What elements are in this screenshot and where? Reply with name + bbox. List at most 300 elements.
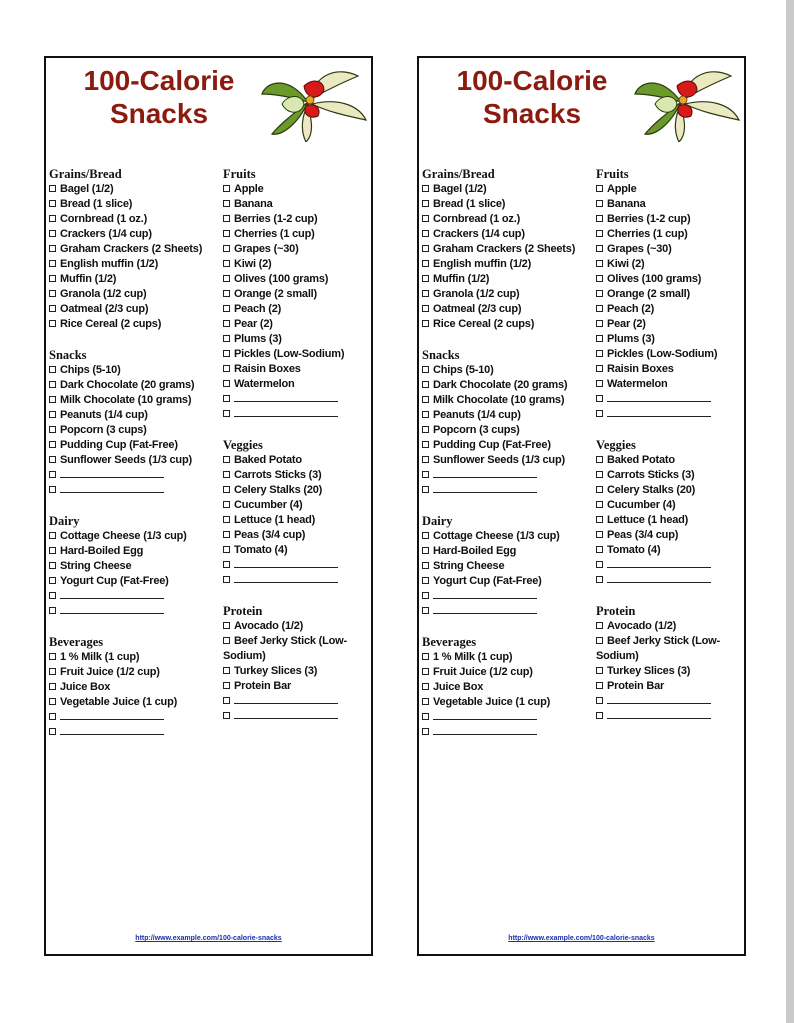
checkbox[interactable] — [223, 561, 230, 568]
list-item[interactable]: Graham Crackers (2 Sheets) — [422, 242, 588, 257]
card-title — [74, 64, 244, 130]
checkbox[interactable] — [223, 531, 230, 538]
checkbox[interactable] — [223, 290, 230, 297]
write-in-line[interactable] — [607, 392, 711, 402]
write-in-line[interactable] — [433, 725, 537, 735]
write-in-line[interactable] — [60, 725, 164, 735]
blank-entry[interactable] — [422, 710, 588, 725]
checkbox[interactable] — [223, 230, 230, 237]
list-item[interactable]: Lettuce (1 head) — [596, 513, 746, 528]
checkbox[interactable] — [422, 366, 429, 373]
write-in-line[interactable] — [607, 694, 711, 704]
write-in-line[interactable] — [607, 558, 711, 568]
list-item[interactable]: Dark Chocolate (20 grams) — [422, 378, 588, 393]
list-item[interactable]: Pickles (Low-Sodium) — [223, 347, 373, 362]
list-item[interactable]: Cottage Cheese (1/3 cup) — [422, 529, 588, 544]
checkbox[interactable] — [223, 365, 230, 372]
list-item[interactable]: Popcorn (3 cups) — [49, 423, 215, 438]
checkbox[interactable] — [422, 577, 429, 584]
checkbox[interactable] — [223, 712, 230, 719]
write-in-line[interactable] — [433, 589, 537, 599]
checkbox[interactable] — [49, 245, 56, 252]
checkbox[interactable] — [596, 200, 603, 207]
checkbox[interactable] — [223, 395, 230, 402]
checkbox[interactable] — [223, 516, 230, 523]
section-beverages — [422, 634, 588, 740]
blank-entry[interactable] — [49, 725, 215, 740]
list-item[interactable]: Muffin (1/2) — [422, 272, 588, 287]
checkbox[interactable] — [422, 713, 429, 720]
checkbox[interactable] — [596, 712, 603, 719]
checkbox[interactable] — [49, 471, 56, 478]
list-item[interactable]: Avocado (1/2) — [596, 619, 746, 634]
checkbox[interactable] — [49, 230, 56, 237]
list-item[interactable]: Beef Jerky Stick (Low-Sodium) — [223, 635, 347, 662]
checkbox[interactable] — [223, 501, 230, 508]
list-item[interactable]: Banana — [223, 197, 373, 212]
checkbox[interactable] — [596, 230, 603, 237]
checkbox[interactable] — [422, 230, 429, 237]
list-item[interactable]: Peas (3/4 cup) — [596, 528, 746, 543]
list-item[interactable]: Olives (100 grams) — [596, 272, 746, 287]
checkbox[interactable] — [223, 185, 230, 192]
list-item[interactable]: Watermelon — [596, 377, 746, 392]
list-item[interactable]: Cornbread (1 oz.) — [422, 212, 588, 227]
list-item[interactable]: Berries (1-2 cup) — [596, 212, 746, 227]
checkbox[interactable] — [223, 305, 230, 312]
checkbox[interactable] — [596, 320, 603, 327]
checkbox[interactable] — [596, 395, 603, 402]
section-dairy — [49, 513, 215, 619]
footer-link[interactable]: http://www.example.com/100-calorie-snacks — [508, 935, 655, 942]
checkbox[interactable] — [49, 592, 56, 599]
checkbox[interactable] — [422, 486, 429, 493]
checkbox[interactable] — [49, 713, 56, 720]
blank-entry[interactable] — [596, 709, 746, 724]
checkbox[interactable] — [49, 185, 56, 192]
list-item[interactable]: Cucumber (4) — [223, 498, 373, 513]
checkbox[interactable] — [223, 380, 230, 387]
list-item[interactable]: Dark Chocolate (20 grams) — [49, 378, 215, 393]
checkbox[interactable] — [223, 410, 230, 417]
checkbox[interactable] — [49, 441, 56, 448]
list-item[interactable]: Orange (2 small) — [596, 287, 746, 302]
checkbox[interactable] — [422, 245, 429, 252]
write-in-line[interactable] — [234, 709, 338, 719]
blank-entry[interactable] — [223, 558, 373, 573]
section-heading: Beverages — [422, 635, 477, 649]
list-item[interactable]: Rice Cereal (2 cups) — [422, 317, 588, 332]
checkbox[interactable] — [49, 456, 56, 463]
list-item[interactable]: Peanuts (1/4 cup) — [422, 408, 588, 423]
checkbox[interactable] — [49, 200, 56, 207]
list-item[interactable]: Olives (100 grams) — [223, 272, 373, 287]
checkbox[interactable] — [49, 215, 56, 222]
checkbox[interactable] — [49, 381, 56, 388]
checkbox[interactable] — [596, 546, 603, 553]
checkbox[interactable] — [422, 200, 429, 207]
list-item[interactable]: Apple — [223, 182, 373, 197]
list-item[interactable]: Avocado (1/2) — [223, 619, 373, 634]
checkbox[interactable] — [596, 531, 603, 538]
list-item[interactable]: English muffin (1/2) — [49, 257, 215, 272]
list-item[interactable]: Crackers (1/4 cup) — [422, 227, 588, 242]
checkbox[interactable] — [596, 215, 603, 222]
list-item[interactable]: Orange (2 small) — [223, 287, 373, 302]
blank-entry[interactable] — [223, 392, 373, 407]
checkbox[interactable] — [223, 335, 230, 342]
section-protein — [596, 603, 746, 724]
section-grains — [422, 166, 588, 332]
checkbox[interactable] — [223, 576, 230, 583]
list-item[interactable]: Cornbread (1 oz.) — [49, 212, 215, 227]
checkbox[interactable] — [49, 366, 56, 373]
checkbox[interactable] — [49, 290, 56, 297]
checkbox[interactable] — [49, 411, 56, 418]
list-item[interactable]: Watermelon — [223, 377, 373, 392]
checkbox[interactable] — [422, 607, 429, 614]
blank-entry[interactable] — [422, 468, 588, 483]
bookmark-card-right — [417, 56, 746, 956]
list-item[interactable]: Plums (3) — [223, 332, 373, 347]
list-item[interactable]: Popcorn (3 cups) — [422, 423, 588, 438]
write-in-line[interactable] — [607, 407, 711, 417]
column-left — [422, 166, 588, 755]
checkbox[interactable] — [422, 426, 429, 433]
blank-entry[interactable] — [49, 483, 215, 498]
checkbox[interactable] — [49, 275, 56, 282]
write-in-line[interactable] — [433, 710, 537, 720]
blank-entry[interactable] — [49, 589, 215, 604]
blank-entry[interactable] — [596, 694, 746, 709]
blank-entry[interactable] — [49, 710, 215, 725]
list-item[interactable]: Granola (1/2 cup) — [49, 287, 215, 302]
list-item[interactable]: English muffin (1/2) — [422, 257, 588, 272]
checkbox[interactable] — [596, 275, 603, 282]
list-item[interactable]: String Cheese — [422, 559, 588, 574]
bookmark-card-left — [44, 56, 373, 956]
checkbox[interactable] — [596, 365, 603, 372]
checkbox[interactable] — [596, 260, 603, 267]
write-in-line[interactable] — [234, 694, 338, 704]
checkbox[interactable] — [596, 456, 603, 463]
write-in-line[interactable] — [234, 407, 338, 417]
checkbox[interactable] — [596, 471, 603, 478]
list-item[interactable]: Raisin Boxes — [223, 362, 373, 377]
checkbox[interactable] — [49, 532, 56, 539]
list-item[interactable]: Celery Stalks (20) — [596, 483, 746, 498]
list-item[interactable]: Cherries (1 cup) — [596, 227, 746, 242]
checkbox[interactable] — [223, 637, 230, 644]
checkbox[interactable] — [596, 697, 603, 704]
checkbox[interactable] — [596, 501, 603, 508]
checkbox[interactable] — [49, 486, 56, 493]
checkbox[interactable] — [49, 607, 56, 614]
list-item[interactable]: Oatmeal (2/3 cup) — [49, 302, 215, 317]
checkbox[interactable] — [223, 697, 230, 704]
checkbox[interactable] — [223, 320, 230, 327]
list-item[interactable]: Pickles (Low-Sodium) — [596, 347, 746, 362]
blank-entry[interactable] — [596, 573, 746, 588]
list-item[interactable]: Milk Chocolate (10 grams) — [422, 393, 588, 408]
list-item[interactable]: Carrots Sticks (3) — [223, 468, 373, 483]
checkbox[interactable] — [596, 682, 603, 689]
checkbox[interactable] — [49, 320, 56, 327]
checkbox[interactable] — [422, 185, 429, 192]
list-item[interactable]: Celery Stalks (20) — [223, 483, 373, 498]
checkbox[interactable] — [422, 668, 429, 675]
checkbox[interactable] — [223, 200, 230, 207]
checkbox[interactable] — [596, 290, 603, 297]
checkbox[interactable] — [596, 245, 603, 252]
list-item[interactable]: Chips (5-10) — [422, 363, 588, 378]
write-in-line[interactable] — [60, 710, 164, 720]
list-item[interactable]: Bagel (1/2) — [49, 182, 215, 197]
checkbox[interactable] — [422, 381, 429, 388]
list-item[interactable]: Crackers (1/4 cup) — [49, 227, 215, 242]
footer-link[interactable]: http://www.example.com/100-calorie-snacks — [135, 935, 282, 942]
checkbox[interactable] — [422, 456, 429, 463]
list-item[interactable]: Bread (1 slice) — [422, 197, 588, 212]
write-in-line[interactable] — [234, 392, 338, 402]
section-heading: Snacks — [49, 348, 87, 362]
list-item[interactable]: Peas (3/4 cup) — [223, 528, 373, 543]
checkbox[interactable] — [422, 396, 429, 403]
checkbox[interactable] — [422, 290, 429, 297]
checkbox[interactable] — [49, 396, 56, 403]
checkbox[interactable] — [223, 215, 230, 222]
list-item[interactable]: Grapes (~30) — [596, 242, 746, 257]
checkbox[interactable] — [596, 305, 603, 312]
list-item[interactable]: Rice Cereal (2 cups) — [49, 317, 215, 332]
write-in-line[interactable] — [607, 709, 711, 719]
list-item[interactable]: Pudding Cup (Fat-Free) — [422, 438, 588, 453]
checkbox[interactable] — [223, 260, 230, 267]
blank-entry[interactable] — [422, 725, 588, 740]
section-grains — [49, 166, 215, 332]
list-item[interactable]: Peach (2) — [596, 302, 746, 317]
card-title — [447, 64, 617, 130]
section-heading: Dairy — [422, 514, 453, 528]
write-in-line[interactable] — [607, 573, 711, 583]
write-in-line[interactable] — [234, 558, 338, 568]
checkbox[interactable] — [422, 698, 429, 705]
checkbox[interactable] — [223, 456, 230, 463]
list-item[interactable]: Bread (1 slice) — [49, 197, 215, 212]
blank-entry[interactable] — [596, 407, 746, 422]
checkbox[interactable] — [596, 576, 603, 583]
list-item[interactable]: Turkey Slices (3) — [596, 664, 746, 679]
write-in-line[interactable] — [234, 573, 338, 583]
list-item[interactable]: 1 % Milk (1 cup) — [422, 650, 588, 665]
checkbox[interactable] — [596, 410, 603, 417]
write-in-line[interactable] — [433, 468, 537, 478]
checkbox[interactable] — [596, 516, 603, 523]
blank-entry[interactable] — [49, 468, 215, 483]
list-item[interactable]: Pear (2) — [223, 317, 373, 332]
title-line-2: Snacks — [109, 98, 209, 129]
list-item[interactable]: Cucumber (4) — [596, 498, 746, 513]
list-item[interactable]: Bagel (1/2) — [422, 182, 588, 197]
checkbox[interactable] — [596, 667, 603, 674]
write-in-line[interactable] — [60, 589, 164, 599]
checkbox[interactable] — [422, 683, 429, 690]
list-item[interactable]: Granola (1/2 cup) — [422, 287, 588, 302]
section-protein — [223, 603, 373, 724]
section-heading: Protein — [223, 604, 263, 618]
blank-entry[interactable] — [596, 392, 746, 407]
list-item[interactable]: Chips (5-10) — [49, 363, 215, 378]
checkbox[interactable] — [422, 215, 429, 222]
list-item[interactable]: Muffin (1/2) — [49, 272, 215, 287]
blank-entry[interactable] — [223, 694, 373, 709]
list-item[interactable]: Fruit Juice (1/2 cup) — [422, 665, 588, 680]
checkbox[interactable] — [596, 350, 603, 357]
blank-entry[interactable] — [223, 573, 373, 588]
section-heading: Fruits — [223, 167, 256, 181]
checkbox[interactable] — [422, 592, 429, 599]
list-item[interactable]: Fruit Juice (1/2 cup) — [49, 665, 215, 680]
list-item[interactable]: Baked Potato — [223, 453, 373, 468]
list-item[interactable]: Peanuts (1/4 cup) — [49, 408, 215, 423]
checkbox[interactable] — [223, 275, 230, 282]
list-item[interactable]: Grapes (~30) — [223, 242, 373, 257]
list-item[interactable]: Beef Jerky Stick (Low-Sodium) — [596, 635, 720, 662]
list-item[interactable]: Juice Box — [49, 680, 215, 695]
checkbox[interactable] — [422, 260, 429, 267]
blank-entry[interactable] — [422, 589, 588, 604]
list-item[interactable]: Protein Bar — [223, 679, 373, 694]
checkbox[interactable] — [422, 411, 429, 418]
section-heading: Beverages — [49, 635, 104, 649]
list-item[interactable]: Hard-Boiled Egg — [49, 544, 215, 559]
checkbox[interactable] — [596, 335, 603, 342]
list-item[interactable]: Berries (1-2 cup) — [223, 212, 373, 227]
checkbox[interactable] — [49, 260, 56, 267]
checkbox[interactable] — [422, 441, 429, 448]
list-item[interactable]: Cottage Cheese (1/3 cup) — [49, 529, 215, 544]
list-item[interactable]: Kiwi (2) — [223, 257, 373, 272]
checkbox[interactable] — [596, 486, 603, 493]
checkbox[interactable] — [223, 682, 230, 689]
blank-entry[interactable] — [422, 604, 588, 619]
checkbox[interactable] — [49, 562, 56, 569]
list-item[interactable]: Sunflower Seeds (1/3 cup) — [422, 453, 588, 468]
checkbox[interactable] — [49, 668, 56, 675]
write-in-line[interactable] — [433, 604, 537, 614]
checkbox[interactable] — [223, 486, 230, 493]
checkbox[interactable] — [422, 532, 429, 539]
list-item[interactable]: Peach (2) — [223, 302, 373, 317]
write-in-line[interactable] — [60, 468, 164, 478]
checkbox[interactable] — [49, 547, 56, 554]
title-line-1: 100-Calorie — [83, 65, 235, 96]
checkbox[interactable] — [49, 653, 56, 660]
column-left — [49, 166, 215, 755]
list-item[interactable]: Vegetable Juice (1 cup) — [422, 695, 588, 710]
list-item[interactable]: Pudding Cup (Fat-Free) — [49, 438, 215, 453]
checkbox[interactable] — [422, 471, 429, 478]
list-item[interactable]: Vegetable Juice (1 cup) — [49, 695, 215, 710]
write-in-line[interactable] — [433, 483, 537, 493]
list-item[interactable]: Carrots Sticks (3) — [596, 468, 746, 483]
list-item[interactable]: Graham Crackers (2 Sheets) — [49, 242, 215, 257]
blank-entry[interactable] — [422, 483, 588, 498]
list-item[interactable]: Tomato (4) — [596, 543, 746, 558]
list-item[interactable]: Raisin Boxes — [596, 362, 746, 377]
checkbox[interactable] — [49, 683, 56, 690]
list-item[interactable]: Plums (3) — [596, 332, 746, 347]
checkbox[interactable] — [596, 380, 603, 387]
checkbox[interactable] — [49, 698, 56, 705]
checkbox[interactable] — [422, 562, 429, 569]
checkbox[interactable] — [596, 622, 603, 629]
write-in-line[interactable] — [60, 483, 164, 493]
checkbox[interactable] — [422, 275, 429, 282]
section-heading: Protein — [596, 604, 636, 618]
list-item[interactable]: Protein Bar — [596, 679, 746, 694]
list-item[interactable]: String Cheese — [49, 559, 215, 574]
checkbox[interactable] — [49, 305, 56, 312]
section-heading: Dairy — [49, 514, 80, 528]
list-item[interactable]: Sunflower Seeds (1/3 cup) — [49, 453, 215, 468]
section-heading: Fruits — [596, 167, 629, 181]
section-heading: Grains/Bread — [422, 167, 495, 181]
list-item[interactable]: Yogurt Cup (Fat-Free) — [422, 574, 588, 589]
checkbox[interactable] — [223, 245, 230, 252]
list-item[interactable]: Tomato (4) — [223, 543, 373, 558]
checkbox[interactable] — [223, 546, 230, 553]
checkbox[interactable] — [596, 185, 603, 192]
list-item[interactable]: Pear (2) — [596, 317, 746, 332]
checkbox[interactable] — [596, 637, 603, 644]
blank-entry[interactable] — [596, 558, 746, 573]
list-item[interactable]: Cherries (1 cup) — [223, 227, 373, 242]
checkbox[interactable] — [422, 547, 429, 554]
blank-entry[interactable] — [223, 709, 373, 724]
blank-entry[interactable] — [223, 407, 373, 422]
flower-illustration — [631, 64, 743, 142]
checkbox[interactable] — [49, 577, 56, 584]
list-item[interactable]: Lettuce (1 head) — [223, 513, 373, 528]
list-item[interactable]: Juice Box — [422, 680, 588, 695]
checkbox[interactable] — [223, 622, 230, 629]
blank-entry[interactable] — [49, 604, 215, 619]
checkbox[interactable] — [422, 305, 429, 312]
list-item[interactable]: Yogurt Cup (Fat-Free) — [49, 574, 215, 589]
list-item[interactable]: Banana — [596, 197, 746, 212]
list-item[interactable]: Kiwi (2) — [596, 257, 746, 272]
checkbox[interactable] — [422, 320, 429, 327]
list-item[interactable]: Baked Potato — [596, 453, 746, 468]
list-item[interactable]: Milk Chocolate (10 grams) — [49, 393, 215, 408]
checkbox[interactable] — [422, 653, 429, 660]
list-item[interactable]: Turkey Slices (3) — [223, 664, 373, 679]
checkbox[interactable] — [49, 426, 56, 433]
checkbox[interactable] — [223, 667, 230, 674]
checkbox[interactable] — [223, 350, 230, 357]
list-item[interactable]: Oatmeal (2/3 cup) — [422, 302, 588, 317]
checkbox[interactable] — [422, 728, 429, 735]
list-item[interactable]: Apple — [596, 182, 746, 197]
checkbox[interactable] — [49, 728, 56, 735]
section-snacks — [422, 347, 588, 498]
list-item[interactable]: Hard-Boiled Egg — [422, 544, 588, 559]
write-in-line[interactable] — [60, 604, 164, 614]
checkbox[interactable] — [223, 471, 230, 478]
checkbox[interactable] — [596, 561, 603, 568]
list-item[interactable]: 1 % Milk (1 cup) — [49, 650, 215, 665]
